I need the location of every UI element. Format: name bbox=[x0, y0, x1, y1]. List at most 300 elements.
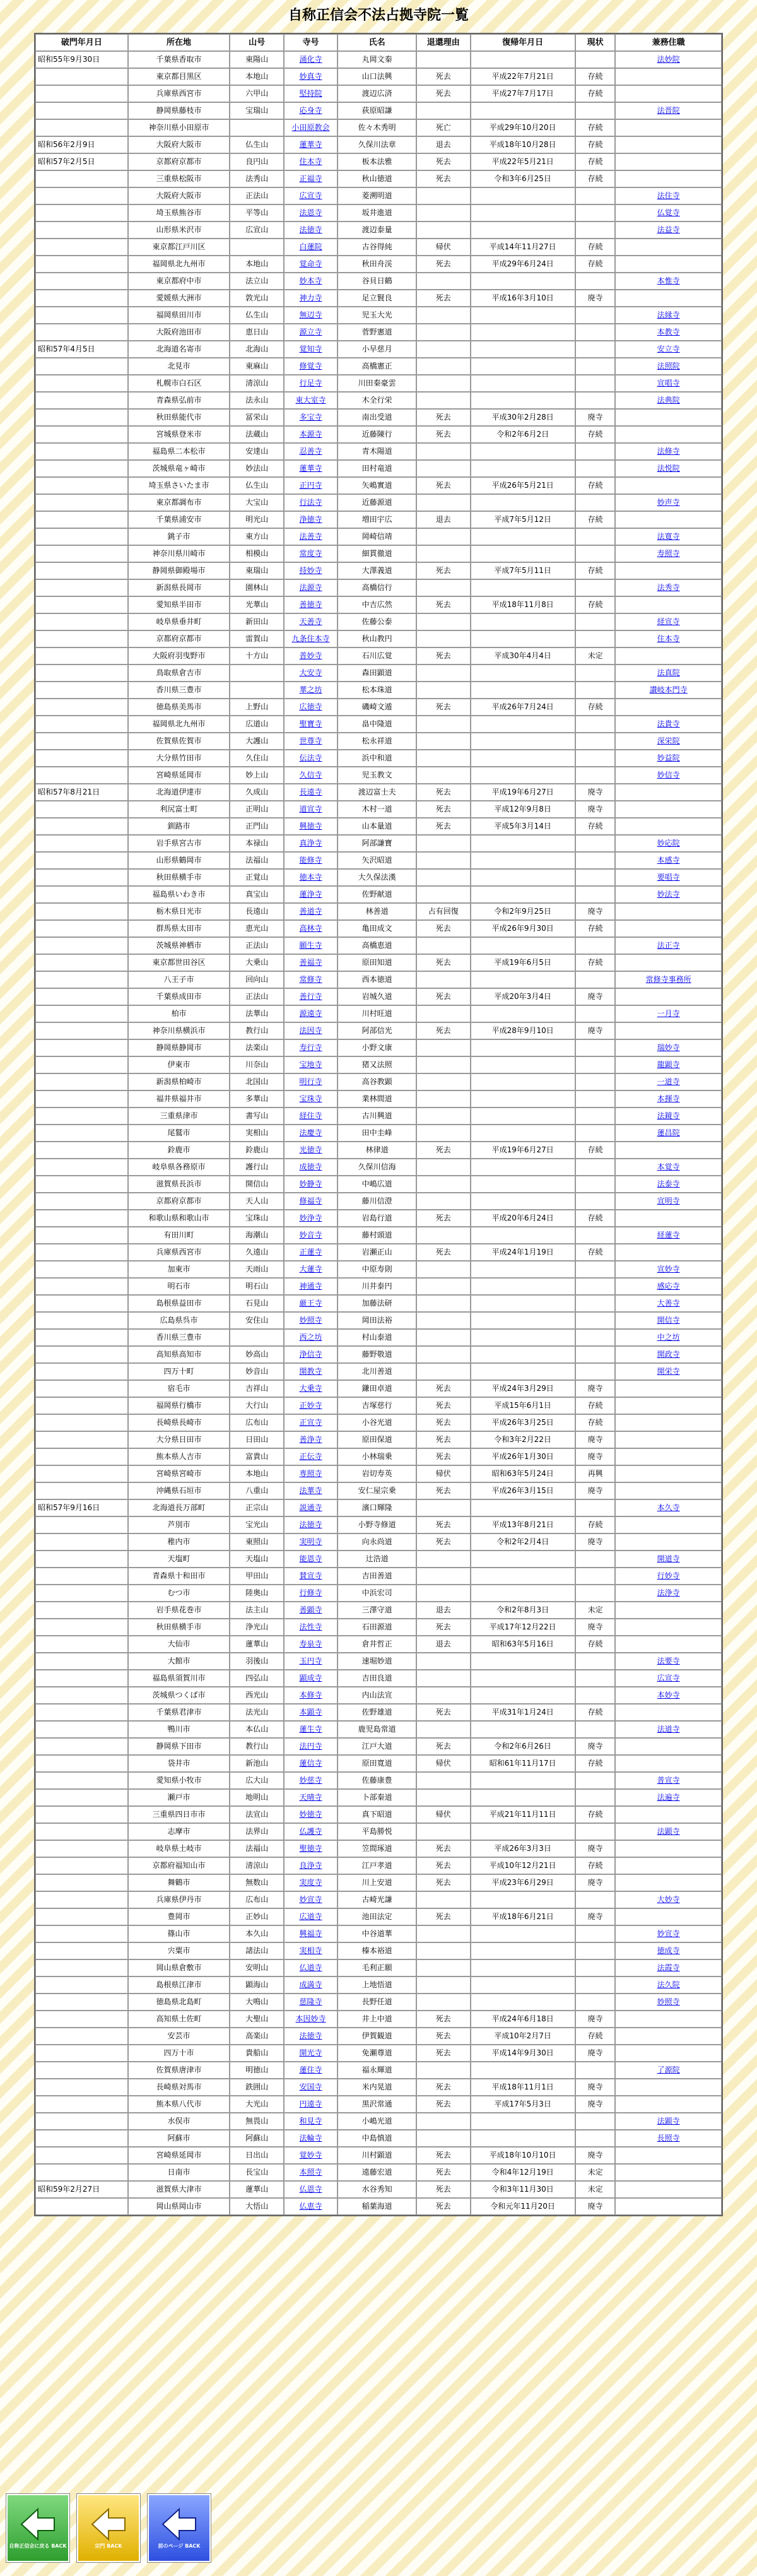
link-temple-name[interactable]: 実相寺 bbox=[299, 1946, 322, 1955]
table-row bbox=[35, 256, 722, 273]
link-temple-name[interactable]: 行足寺 bbox=[299, 379, 322, 387]
cell-priest-name: 西本徳道 bbox=[337, 971, 416, 988]
cell-concurrent-priest bbox=[615, 716, 722, 733]
link-temple-name[interactable]: 常修寺 bbox=[299, 975, 322, 984]
link-temple-name[interactable]: 蓮華寺 bbox=[299, 140, 322, 149]
cell-mountain-name: 東照山 bbox=[230, 1533, 283, 1551]
link-concurrent-priest[interactable]: 蓮昌院 bbox=[657, 1128, 680, 1137]
link-temple-name[interactable]: 蓮生寺 bbox=[299, 1725, 322, 1734]
link-temple-name[interactable]: 成満寺 bbox=[299, 1980, 322, 1989]
link-temple-name[interactable]: 世尊寺 bbox=[299, 736, 322, 745]
cell-return-date bbox=[471, 630, 575, 647]
link-temple-name[interactable]: 覚命寺 bbox=[299, 259, 322, 268]
cell-expulsion-date bbox=[35, 1227, 128, 1244]
link-temple-name[interactable]: 厳王寺 bbox=[299, 1299, 322, 1308]
link-temple-name[interactable]: 浄徳寺 bbox=[299, 515, 322, 524]
cell-mountain-name: 正覚山 bbox=[230, 869, 283, 886]
table-row bbox=[35, 1499, 722, 1516]
cell-temple-name bbox=[284, 1312, 337, 1329]
link-concurrent-priest[interactable]: 中之坊 bbox=[657, 1333, 680, 1342]
cell-concurrent-priest bbox=[615, 1159, 722, 1176]
link-temple-name[interactable]: 法慶寺 bbox=[299, 1128, 322, 1137]
table-row bbox=[35, 392, 722, 409]
link-concurrent-priest[interactable]: 讃岐本門寺 bbox=[649, 685, 688, 694]
cell-temple-name bbox=[284, 1619, 337, 1636]
link-concurrent-priest[interactable]: 法縁寺 bbox=[657, 310, 680, 319]
link-concurrent-priest[interactable]: 法寛寺 bbox=[657, 532, 680, 541]
link-temple-name[interactable]: 実度寺 bbox=[299, 1878, 322, 1887]
link-temple-name[interactable]: 正伝寺 bbox=[299, 1452, 322, 1461]
cell-return-reason bbox=[416, 358, 470, 375]
link-temple-name[interactable]: 正蓮寺 bbox=[299, 1248, 322, 1256]
cell-temple-name bbox=[284, 68, 337, 85]
link-temple-name[interactable]: 応身寺 bbox=[299, 106, 322, 115]
cell-temple-name bbox=[284, 1499, 337, 1516]
link-concurrent-priest[interactable]: 寿照寺 bbox=[657, 549, 680, 558]
link-concurrent-priest[interactable]: 法晋院 bbox=[657, 106, 680, 115]
cell-priest-name: 村山泰道 bbox=[337, 1329, 416, 1346]
link-concurrent-priest[interactable]: 行妙寺 bbox=[657, 1571, 680, 1580]
link-concurrent-priest[interactable]: 法修寺 bbox=[657, 447, 680, 456]
link-concurrent-priest[interactable]: 妙益院 bbox=[657, 753, 680, 762]
link-temple-name[interactable]: 多宝寺 bbox=[299, 413, 322, 422]
link-temple-name[interactable]: 聖寶寺 bbox=[299, 719, 322, 728]
link-temple-name[interactable]: 賛宣寺 bbox=[299, 1571, 322, 1580]
link-temple-name[interactable]: 天善寺 bbox=[299, 617, 322, 626]
link-temple-name[interactable]: 妙浄寺 bbox=[299, 1214, 322, 1222]
link-concurrent-priest[interactable]: 法顕寺 bbox=[657, 1827, 680, 1836]
link-concurrent-priest[interactable]: 一道寺 bbox=[657, 1077, 680, 1086]
link-temple-name[interactable]: 西之坊 bbox=[299, 1333, 322, 1342]
link-temple-name[interactable]: 源遠寺 bbox=[299, 1009, 322, 1018]
link-temple-name[interactable]: 蓮浄寺 bbox=[299, 890, 322, 899]
cell-expulsion-date bbox=[35, 920, 128, 937]
link-temple-name[interactable]: 法徳寺 bbox=[299, 1520, 322, 1529]
link-concurrent-priest[interactable]: 大善寺 bbox=[657, 1299, 680, 1308]
link-concurrent-priest[interactable]: 深栄院 bbox=[657, 736, 680, 745]
link-concurrent-priest[interactable]: 本妙寺 bbox=[657, 1691, 680, 1699]
link-temple-name[interactable]: 玉円寺 bbox=[299, 1657, 322, 1665]
link-temple-name[interactable]: 行修寺 bbox=[299, 1588, 322, 1597]
link-temple-name[interactable]: 聖徳寺 bbox=[299, 1844, 322, 1853]
cell-mountain-name: 妙高山 bbox=[230, 1346, 283, 1363]
cell-mountain-name: 天人山 bbox=[230, 1193, 283, 1210]
link-temple-name[interactable]: 久信寺 bbox=[299, 771, 322, 779]
link-concurrent-priest[interactable]: 住本寺 bbox=[657, 634, 680, 643]
link-temple-name[interactable]: 開教寺 bbox=[299, 1367, 322, 1376]
link-temple-name[interactable]: 開光寺 bbox=[299, 2048, 322, 2057]
cell-priest-name: 秋山徳道 bbox=[337, 170, 416, 187]
link-temple-name[interactable]: 忍善寺 bbox=[299, 447, 322, 456]
link-temple-name[interactable]: 願生寺 bbox=[299, 941, 322, 950]
cell-return-date bbox=[471, 579, 575, 596]
link-temple-name[interactable]: 神力寺 bbox=[299, 293, 322, 302]
cell-expulsion-date bbox=[35, 511, 128, 528]
link-temple-name[interactable]: 東大室寺 bbox=[295, 396, 326, 405]
link-temple-name[interactable]: 妙慈寺 bbox=[299, 1776, 322, 1785]
cell-location: 岐阜県垂井町 bbox=[128, 613, 230, 630]
cell-location: 大阪府池田市 bbox=[128, 324, 230, 341]
link-temple-name[interactable]: 大蓮寺 bbox=[299, 1265, 322, 1273]
link-temple-name[interactable]: 仏恩寺 bbox=[299, 2185, 322, 2194]
link-temple-name[interactable]: 善顕寺 bbox=[299, 1605, 322, 1614]
cell-concurrent-priest bbox=[615, 988, 722, 1005]
link-temple-name[interactable]: 法徳寺 bbox=[299, 225, 322, 234]
link-temple-name[interactable]: 正円寺 bbox=[299, 481, 322, 490]
link-temple-name[interactable]: 経住寺 bbox=[299, 1111, 322, 1120]
link-concurrent-priest[interactable]: 本久寺 bbox=[657, 1503, 680, 1512]
link-temple-name[interactable]: 大乗寺 bbox=[299, 1384, 322, 1393]
link-temple-name[interactable]: 法性寺 bbox=[299, 1622, 322, 1631]
link-concurrent-priest[interactable]: 法照院 bbox=[657, 362, 680, 370]
temple-table bbox=[34, 33, 723, 2216]
cell-temple-name bbox=[284, 239, 337, 256]
cell-location: 静岡県下田市 bbox=[128, 1738, 230, 1755]
cell-temple-name bbox=[284, 1908, 337, 1925]
link-concurrent-priest[interactable]: 本揮寺 bbox=[657, 1094, 680, 1103]
link-temple-name[interactable]: 道宣寺 bbox=[299, 805, 322, 813]
link-temple-name[interactable]: 徳本寺 bbox=[299, 873, 322, 882]
link-concurrent-priest[interactable]: 経蓮寺 bbox=[657, 1231, 680, 1239]
cell-mountain-name: 法華山 bbox=[230, 1005, 283, 1022]
cell-return-date bbox=[471, 716, 575, 733]
link-temple-name[interactable]: 安国寺 bbox=[299, 2083, 322, 2091]
link-temple-name[interactable]: 寿行寺 bbox=[299, 1043, 322, 1052]
cell-priest-name: 原田保道 bbox=[337, 1431, 416, 1448]
link-concurrent-priest[interactable]: 妙声寺 bbox=[657, 498, 680, 507]
cell-status bbox=[575, 716, 616, 733]
cell-return-reason bbox=[416, 937, 470, 954]
link-concurrent-priest[interactable]: 法益寺 bbox=[657, 225, 680, 234]
cell-return-reason: 死去 bbox=[416, 153, 470, 170]
cell-temple-name bbox=[284, 1193, 337, 1210]
cell-status: 存続 bbox=[575, 511, 616, 528]
cell-status bbox=[575, 2130, 616, 2147]
cell-return-date: 平成23年6月29日 bbox=[471, 1874, 575, 1891]
link-temple-name[interactable]: 興徳寺 bbox=[299, 822, 322, 830]
cell-expulsion-date bbox=[35, 1789, 128, 1806]
link-temple-name[interactable]: 修覚寺 bbox=[299, 362, 322, 370]
cell-return-reason: 死去 bbox=[416, 1874, 470, 1891]
cell-mountain-name: 本地山 bbox=[230, 1465, 283, 1482]
link-concurrent-priest[interactable]: 瑞妙寺 bbox=[657, 1043, 680, 1052]
cell-status: 存続 bbox=[575, 1755, 616, 1772]
link-concurrent-priest[interactable]: 妙法寺 bbox=[657, 890, 680, 899]
table-row bbox=[35, 1380, 722, 1397]
link-temple-name[interactable]: 実明寺 bbox=[299, 1537, 322, 1546]
link-temple-name[interactable]: 善道寺 bbox=[299, 907, 322, 916]
link-concurrent-priest[interactable]: 法貴寺 bbox=[657, 719, 680, 728]
link-temple-name[interactable]: 本修寺 bbox=[299, 1691, 322, 1699]
link-concurrent-priest[interactable]: 大妙寺 bbox=[657, 1895, 680, 1904]
link-temple-name[interactable]: 顕成寺 bbox=[299, 1674, 322, 1682]
link-temple-name[interactable]: 住本寺 bbox=[299, 157, 322, 166]
table-row bbox=[35, 1840, 722, 1857]
link-concurrent-priest[interactable]: 法要寺 bbox=[657, 1657, 680, 1665]
link-concurrent-priest[interactable]: 安立寺 bbox=[657, 345, 680, 353]
link-temple-name[interactable]: 真浄寺 bbox=[299, 839, 322, 848]
link-concurrent-priest[interactable]: 開政寺 bbox=[657, 1350, 680, 1359]
cell-priest-name: 佐藤康豊 bbox=[337, 1772, 416, 1789]
cell-mountain-name: 相模山 bbox=[230, 545, 283, 562]
link-temple-name[interactable]: 宝地寺 bbox=[299, 1060, 322, 1069]
link-temple-name[interactable]: 修福寺 bbox=[299, 1196, 322, 1205]
link-concurrent-priest[interactable]: 妙信寺 bbox=[657, 771, 680, 779]
link-concurrent-priest[interactable]: 仏覚寺 bbox=[657, 208, 680, 217]
link-temple-name[interactable]: 正妙寺 bbox=[299, 1401, 322, 1410]
link-concurrent-priest[interactable]: 普宣寺 bbox=[657, 1776, 680, 1785]
cell-location: 大阪府羽曳野市 bbox=[128, 647, 230, 665]
link-temple-name[interactable]: 和見寺 bbox=[299, 2117, 322, 2125]
cell-temple-name bbox=[284, 426, 337, 443]
link-temple-name[interactable]: 法徳寺 bbox=[299, 2031, 322, 2040]
cell-priest-name: 小林瑞乗 bbox=[337, 1448, 416, 1465]
link-temple-name[interactable]: 行法寺 bbox=[299, 498, 322, 507]
link-temple-name[interactable]: 興福寺 bbox=[299, 1929, 322, 1938]
cell-return-date: 平成26年3月3日 bbox=[471, 1840, 575, 1857]
link-temple-name[interactable]: 妙本寺 bbox=[299, 276, 322, 285]
link-concurrent-priest[interactable]: 法顕寺 bbox=[657, 2117, 680, 2125]
link-temple-name[interactable]: 蓮華寺 bbox=[299, 464, 322, 473]
cell-mountain-name: 清涼山 bbox=[230, 1857, 283, 1874]
link-concurrent-priest[interactable]: 法秀寺 bbox=[657, 583, 680, 592]
table-row bbox=[35, 51, 722, 68]
cell-concurrent-priest bbox=[615, 1585, 722, 1602]
link-concurrent-priest[interactable]: 本教寺 bbox=[657, 328, 680, 336]
link-temple-name[interactable]: 明行寺 bbox=[299, 1077, 322, 1086]
link-temple-name[interactable]: 妙真寺 bbox=[299, 72, 322, 81]
link-concurrent-priest[interactable]: 要唱寺 bbox=[657, 873, 680, 882]
link-concurrent-priest[interactable]: 徳成寺 bbox=[657, 1946, 680, 1955]
link-concurrent-priest[interactable]: 了源院 bbox=[657, 2065, 680, 2074]
link-temple-name[interactable]: 法輪寺 bbox=[299, 2134, 322, 2142]
link-temple-name[interactable]: 堅持院 bbox=[299, 89, 322, 98]
link-concurrent-priest[interactable]: 宣妙寺 bbox=[657, 1265, 680, 1273]
link-temple-name[interactable]: 神通寺 bbox=[299, 1282, 322, 1291]
cell-priest-name: 藤野敬道 bbox=[337, 1346, 416, 1363]
link-concurrent-priest[interactable]: 経宣寺 bbox=[657, 617, 680, 626]
cell-return-reason bbox=[416, 2062, 470, 2079]
link-temple-name[interactable]: 法恩寺 bbox=[299, 208, 322, 217]
link-temple-name[interactable]: 寿泉寺 bbox=[299, 1640, 322, 1648]
link-concurrent-priest[interactable]: 感応寺 bbox=[657, 1282, 680, 1291]
link-temple-name[interactable]: 法円寺 bbox=[299, 1742, 322, 1751]
link-temple-name[interactable]: 法華寺 bbox=[299, 1486, 322, 1495]
link-temple-name[interactable]: 正宣寺 bbox=[299, 1418, 322, 1427]
link-temple-name[interactable]: 伝法寺 bbox=[299, 753, 322, 762]
link-concurrent-priest[interactable]: 法霞寺 bbox=[657, 1963, 680, 1972]
cell-mountain-name: 顕海山 bbox=[230, 1976, 283, 1994]
cell-mountain-name: 正宗山 bbox=[230, 1499, 283, 1516]
link-concurrent-priest[interactable]: 法真院 bbox=[657, 668, 680, 677]
cell-mountain-name: 法宣山 bbox=[230, 1806, 283, 1823]
link-concurrent-priest[interactable]: 法道寺 bbox=[657, 1725, 680, 1734]
cell-return-reason bbox=[416, 1670, 470, 1687]
link-temple-name[interactable]: 善行寺 bbox=[299, 992, 322, 1001]
link-temple-name[interactable]: 大安寺 bbox=[299, 668, 322, 677]
cell-priest-name: 加藤法研 bbox=[337, 1295, 416, 1312]
link-temple-name[interactable]: 専照寺 bbox=[299, 1469, 322, 1478]
cell-mountain-name: 明徳山 bbox=[230, 2062, 283, 2079]
link-temple-name[interactable]: 白蓮院 bbox=[299, 242, 322, 251]
link-temple-name[interactable]: 小田原教会 bbox=[291, 123, 330, 132]
link-temple-name[interactable]: 仏護寺 bbox=[299, 1827, 322, 1836]
link-concurrent-priest[interactable]: 法浄寺 bbox=[657, 1588, 680, 1597]
link-temple-name[interactable]: 法源寺 bbox=[299, 583, 322, 592]
cell-expulsion-date bbox=[35, 358, 128, 375]
link-temple-name[interactable]: 本顕寺 bbox=[299, 1708, 322, 1716]
link-temple-name[interactable]: 仏道寺 bbox=[299, 1963, 322, 1972]
cell-return-date bbox=[471, 835, 575, 852]
table-row bbox=[35, 1329, 722, 1346]
link-temple-name[interactable]: 善福寺 bbox=[299, 958, 322, 967]
cell-return-reason: 死去 bbox=[416, 426, 470, 443]
link-concurrent-priest[interactable]: 法鏡寺 bbox=[657, 1111, 680, 1120]
link-concurrent-priest[interactable]: 本感寺 bbox=[657, 856, 680, 865]
cell-status: 未定 bbox=[575, 1602, 616, 1619]
link-temple-name[interactable]: 宝珠寺 bbox=[299, 1094, 322, 1103]
cell-location: 宮崎県延岡市 bbox=[128, 2147, 230, 2164]
link-temple-name[interactable]: 本源寺 bbox=[299, 430, 322, 439]
link-concurrent-priest[interactable]: 宣唱寺 bbox=[657, 379, 680, 387]
link-temple-name[interactable]: 妙音寺 bbox=[299, 1231, 322, 1239]
link-temple-name[interactable]: 善浄寺 bbox=[299, 1435, 322, 1444]
link-temple-name[interactable]: 覚知寺 bbox=[299, 345, 322, 353]
link-concurrent-priest[interactable]: 本覚寺 bbox=[657, 1162, 680, 1171]
link-concurrent-priest[interactable]: 法泰寺 bbox=[657, 1179, 680, 1188]
link-temple-name[interactable]: 広宣寺 bbox=[299, 191, 322, 200]
table-row bbox=[35, 170, 722, 187]
link-temple-name[interactable]: 長遠寺 bbox=[299, 788, 322, 796]
cell-temple-name bbox=[284, 1295, 337, 1312]
link-concurrent-priest[interactable]: 長照寺 bbox=[657, 2134, 680, 2142]
link-temple-name[interactable]: 光徳寺 bbox=[299, 1145, 322, 1154]
link-concurrent-priest[interactable]: 法久院 bbox=[657, 1980, 680, 1989]
cell-mountain-name: 久成山 bbox=[230, 784, 283, 801]
link-temple-name[interactable]: 九条住本寺 bbox=[291, 634, 330, 643]
link-temple-name[interactable]: 妙徳寺 bbox=[299, 1810, 322, 1819]
link-temple-name[interactable]: 涌化寺 bbox=[299, 55, 322, 64]
cell-expulsion-date bbox=[35, 1210, 128, 1227]
column-header-mountain-name: 山号 bbox=[230, 34, 283, 51]
link-temple-name[interactable]: 華之坊 bbox=[299, 685, 322, 694]
link-concurrent-priest[interactable]: 開道寺 bbox=[657, 1554, 680, 1563]
link-temple-name[interactable]: 法因寺 bbox=[299, 1026, 322, 1035]
link-temple-name[interactable]: 慈隆寺 bbox=[299, 1997, 322, 2006]
link-temple-name[interactable]: 本照寺 bbox=[299, 2168, 322, 2177]
back-to-shumon-button[interactable] bbox=[77, 2494, 140, 2562]
table-row bbox=[35, 290, 722, 307]
link-concurrent-priest[interactable]: 開栄寺 bbox=[657, 1367, 680, 1376]
cell-temple-name bbox=[284, 1670, 337, 1687]
link-concurrent-priest[interactable]: 法遍寺 bbox=[657, 1793, 680, 1802]
cell-mountain-name: 雷賀山 bbox=[230, 630, 283, 647]
cell-return-reason: 死去 bbox=[416, 2011, 470, 2028]
link-temple-name[interactable]: 妙静寺 bbox=[299, 1179, 322, 1188]
cell-location: むつ市 bbox=[128, 1585, 230, 1602]
previous-page-button[interactable] bbox=[148, 2494, 211, 2562]
link-concurrent-priest[interactable]: 一月寺 bbox=[657, 1009, 680, 1018]
link-temple-name[interactable]: 無辺寺 bbox=[299, 310, 322, 319]
cell-priest-name: 北川善道 bbox=[337, 1363, 416, 1380]
cell-priest-name: 渡辺広済 bbox=[337, 85, 416, 102]
link-temple-name[interactable]: 本因妙寺 bbox=[295, 2014, 326, 2023]
link-temple-name[interactable]: 説通寺 bbox=[299, 1503, 322, 1512]
link-temple-name[interactable]: 円遠寺 bbox=[299, 2100, 322, 2108]
link-concurrent-priest[interactable]: 法悦院 bbox=[657, 464, 680, 473]
link-temple-name[interactable]: 善徳寺 bbox=[299, 600, 322, 609]
cell-expulsion-date bbox=[35, 256, 128, 273]
link-temple-name[interactable]: 広徳寺 bbox=[299, 702, 322, 711]
link-concurrent-priest[interactable]: 妙応院 bbox=[657, 839, 680, 848]
link-temple-name[interactable]: 覚妙寺 bbox=[299, 2151, 322, 2159]
cell-location: 神奈川県横浜市 bbox=[128, 1022, 230, 1039]
link-temple-name[interactable]: 常度寺 bbox=[299, 549, 322, 558]
link-concurrent-priest[interactable]: 法典院 bbox=[657, 396, 680, 405]
cell-temple-name bbox=[284, 682, 337, 699]
cell-location: 札幌市白石区 bbox=[128, 375, 230, 392]
link-concurrent-priest[interactable]: 龍顕寺 bbox=[657, 1060, 680, 1069]
link-temple-name[interactable]: 高林寺 bbox=[299, 924, 322, 933]
table-body bbox=[35, 51, 722, 2215]
cell-mountain-name: 実相山 bbox=[230, 1125, 283, 1142]
link-concurrent-priest[interactable]: 法住寺 bbox=[657, 191, 680, 200]
link-temple-name[interactable]: 仏恵寺 bbox=[299, 2202, 322, 2211]
link-temple-name[interactable]: 蓮住寺 bbox=[299, 2065, 322, 2074]
link-concurrent-priest[interactable]: 宣明寺 bbox=[657, 1196, 680, 1205]
cell-status: 存続 bbox=[575, 1636, 616, 1653]
column-header-status: 現状 bbox=[575, 34, 616, 51]
table-row bbox=[35, 1312, 722, 1329]
temple-table-wrapper bbox=[34, 33, 723, 2216]
link-temple-name[interactable]: 妙宣寺 bbox=[299, 1895, 322, 1904]
cell-status: 存続 bbox=[575, 2028, 616, 2045]
link-temple-name[interactable]: 法善寺 bbox=[299, 532, 322, 541]
link-concurrent-priest[interactable]: 開信寺 bbox=[657, 1316, 680, 1325]
link-temple-name[interactable]: 成徳寺 bbox=[299, 1162, 322, 1171]
link-concurrent-priest[interactable]: 広宣寺 bbox=[657, 1674, 680, 1682]
cell-status: 再興 bbox=[575, 1465, 616, 1482]
link-concurrent-priest[interactable]: 法正寺 bbox=[657, 941, 680, 950]
link-temple-name[interactable]: 正福寺 bbox=[299, 174, 322, 183]
link-temple-name[interactable]: 蓮信寺 bbox=[299, 1759, 322, 1768]
cell-expulsion-date bbox=[35, 1925, 128, 1942]
cell-return-date: 平成5年3月14日 bbox=[471, 818, 575, 835]
link-temple-name[interactable]: 妙照寺 bbox=[299, 1316, 322, 1325]
link-concurrent-priest[interactable]: 法妙院 bbox=[657, 55, 680, 64]
link-temple-name[interactable]: 源立寺 bbox=[299, 328, 322, 336]
cell-status bbox=[575, 545, 616, 562]
cell-status bbox=[575, 1823, 616, 1840]
link-temple-name[interactable]: 天晴寺 bbox=[299, 1793, 322, 1802]
link-temple-name[interactable]: 能恩寺 bbox=[299, 1554, 322, 1563]
link-temple-name[interactable]: 浄信寺 bbox=[299, 1350, 322, 1359]
cell-return-date: 平成29年10月20日 bbox=[471, 119, 575, 136]
link-concurrent-priest[interactable]: 本惟寺 bbox=[657, 276, 680, 285]
link-temple-name[interactable]: 広道寺 bbox=[299, 1912, 322, 1921]
link-temple-name[interactable]: 普妙寺 bbox=[299, 651, 322, 660]
back-to-shoshinkai-button[interactable] bbox=[6, 2494, 69, 2562]
link-temple-name[interactable]: 持妙寺 bbox=[299, 566, 322, 575]
cell-return-reason bbox=[416, 1176, 470, 1193]
link-temple-name[interactable]: 能修寺 bbox=[299, 856, 322, 865]
cell-return-date: 平成15年6月1日 bbox=[471, 1397, 575, 1414]
link-concurrent-priest[interactable]: 妙照寺 bbox=[657, 1997, 680, 2006]
link-concurrent-priest[interactable]: 妙宣寺 bbox=[657, 1929, 680, 1938]
link-temple-name[interactable]: 良浄寺 bbox=[299, 1861, 322, 1870]
cell-expulsion-date bbox=[35, 665, 128, 682]
link-concurrent-priest[interactable]: 常修寺事務所 bbox=[645, 975, 691, 984]
